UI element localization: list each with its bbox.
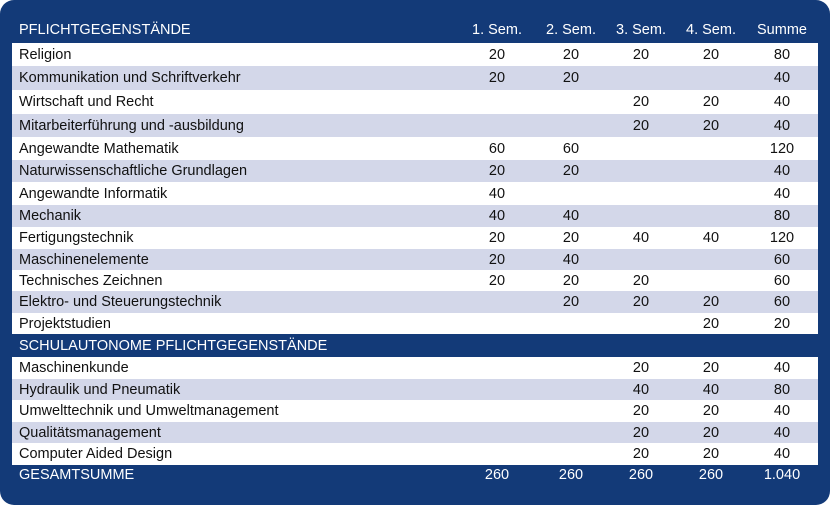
- semester-cell: 40: [488, 208, 506, 224]
- table-row: [12, 90, 818, 114]
- total-semester-cell: 260: [628, 467, 654, 483]
- table-row: [12, 291, 818, 313]
- sum-cell: 40: [773, 185, 791, 202]
- semester-cell: 20: [488, 251, 506, 268]
- table-row: [12, 66, 818, 90]
- sum-cell: 60: [773, 294, 791, 310]
- grand-total-cell: 1.040: [763, 467, 801, 483]
- total-row: [12, 465, 818, 485]
- sum-cell: 80: [773, 46, 791, 63]
- semester-cell: [606, 205, 676, 227]
- semester-cell: 20: [562, 70, 580, 86]
- sum-cell: 40: [773, 424, 791, 441]
- subject-name: Maschinenelemente: [19, 251, 149, 268]
- semester-cell: 40: [562, 208, 580, 224]
- table-row: [12, 422, 818, 443]
- subject-name: Elektro- und Steuerungstechnik: [19, 294, 222, 310]
- semester-cell: 40: [702, 381, 720, 398]
- column-header: 4. Sem.: [686, 22, 736, 38]
- section-title-compulsory: PFLICHTGEGENSTÄNDE: [19, 22, 191, 38]
- table-row: [12, 205, 818, 227]
- column-header: Summe: [757, 22, 807, 38]
- semester-cell: [676, 205, 746, 227]
- semester-cell: [606, 249, 676, 270]
- sum-cell: 40: [773, 446, 791, 462]
- semester-cell: 40: [488, 185, 506, 202]
- sum-cell: 40: [773, 360, 791, 376]
- semester-cell: 20: [702, 117, 720, 134]
- semester-cell: [536, 422, 606, 443]
- semester-cell: 20: [632, 294, 650, 310]
- subject-name: Umwelttechnik und Umweltmanagement: [19, 403, 279, 419]
- table-row: [12, 114, 818, 137]
- semester-cell: [676, 66, 746, 90]
- semester-cell: [458, 400, 536, 422]
- semester-cell: 20: [702, 46, 720, 63]
- semester-cell: [676, 270, 746, 291]
- table-row: [12, 400, 818, 422]
- semester-cell: [458, 357, 536, 379]
- semester-cell: [536, 114, 606, 137]
- sum-cell: 80: [773, 208, 791, 224]
- semester-cell: 20: [562, 272, 580, 289]
- semester-cell: [458, 443, 536, 465]
- total-label: GESAMTSUMME: [19, 467, 135, 483]
- subject-name: Mitarbeiterführung und -ausbildung: [19, 117, 244, 134]
- semester-cell: 40: [632, 381, 650, 398]
- semester-cell: 20: [488, 46, 506, 63]
- total-semester-cell: 260: [558, 467, 584, 483]
- semester-cell: 20: [632, 424, 650, 441]
- total-semester-cell: 260: [698, 467, 724, 483]
- semester-cell: 40: [702, 230, 720, 246]
- section-header-row: [12, 334, 818, 357]
- column-header: 2. Sem.: [546, 22, 596, 38]
- semester-cell: [606, 313, 676, 334]
- table-row: [12, 357, 818, 379]
- total-semester-cell: 260: [484, 467, 510, 483]
- semester-cell: [458, 379, 536, 400]
- semester-cell: 20: [702, 315, 720, 332]
- semester-cell: 20: [562, 46, 580, 63]
- table-row: [12, 379, 818, 400]
- table-row: [12, 182, 818, 205]
- table-row: [12, 443, 818, 465]
- semester-cell: 20: [488, 163, 506, 179]
- semester-cell: 40: [562, 251, 580, 268]
- table-row: [12, 160, 818, 182]
- column-header: 3. Sem.: [616, 22, 666, 38]
- sum-cell: 60: [773, 251, 791, 268]
- semester-cell: [676, 160, 746, 182]
- semester-cell: [606, 160, 676, 182]
- semester-cell: 20: [702, 424, 720, 441]
- semester-cell: 20: [702, 446, 720, 462]
- sum-cell: 120: [769, 230, 795, 246]
- semester-cell: [458, 90, 536, 114]
- semester-cell: 20: [632, 446, 650, 462]
- semester-cell: 20: [488, 230, 506, 246]
- semester-cell: 40: [632, 230, 650, 246]
- subject-name: Technisches Zeichnen: [19, 272, 163, 289]
- subject-name: Qualitätsmanagement: [19, 424, 161, 441]
- semester-cell: [606, 182, 676, 205]
- semester-cell: [676, 249, 746, 270]
- semester-cell: 20: [632, 403, 650, 419]
- semester-cell: 20: [632, 46, 650, 63]
- semester-cell: 20: [562, 230, 580, 246]
- semester-cell: 20: [488, 272, 506, 289]
- table-row: [12, 43, 818, 66]
- sum-cell: 40: [773, 403, 791, 419]
- semester-cell: [536, 400, 606, 422]
- semester-cell: [536, 182, 606, 205]
- semester-cell: [458, 114, 536, 137]
- header-row: [12, 17, 818, 43]
- semester-cell: [676, 137, 746, 160]
- semester-cell: 60: [562, 140, 580, 157]
- subject-name: Mechanik: [19, 208, 82, 224]
- section-title-autonomous: SCHULAUTONOME PFLICHTGEGENSTÄNDE: [19, 337, 328, 354]
- semester-cell: [458, 291, 536, 313]
- semester-cell: 20: [632, 94, 650, 110]
- semester-cell: [606, 66, 676, 90]
- subject-name: Naturwissenschaftliche Grundlagen: [19, 163, 248, 179]
- subject-name: Maschinenkunde: [19, 360, 129, 376]
- subject-name: Projektstudien: [19, 315, 111, 332]
- semester-cell: [458, 313, 536, 334]
- semester-cell: 20: [488, 70, 506, 86]
- subject-name: Religion: [19, 46, 72, 63]
- table-row: [12, 137, 818, 160]
- sum-cell: 80: [773, 381, 791, 398]
- column-header: 1. Sem.: [472, 22, 522, 38]
- sum-cell: 20: [773, 315, 791, 332]
- subject-name: Fertigungstechnik: [19, 230, 134, 246]
- sum-cell: 40: [773, 117, 791, 134]
- semester-cell: 20: [702, 403, 720, 419]
- subject-name: Angewandte Informatik: [19, 185, 168, 202]
- table-row: [12, 227, 818, 249]
- semester-cell: 20: [702, 294, 720, 310]
- semester-cell: 20: [632, 117, 650, 134]
- semester-cell: [536, 357, 606, 379]
- table-row: [12, 313, 818, 334]
- semester-cell: [606, 137, 676, 160]
- sum-cell: 60: [773, 272, 791, 289]
- semester-cell: 20: [632, 360, 650, 376]
- semester-cell: [458, 422, 536, 443]
- subject-name: Hydraulik und Pneumatik: [19, 381, 181, 398]
- table-row: [12, 249, 818, 270]
- semester-cell: 20: [562, 294, 580, 310]
- sum-cell: 40: [773, 70, 791, 86]
- subject-name: Kommunikation und Schriftverkehr: [19, 70, 241, 86]
- semester-cell: 20: [702, 360, 720, 376]
- subject-name: Computer Aided Design: [19, 446, 173, 462]
- semester-cell: 20: [632, 272, 650, 289]
- sum-cell: 120: [769, 140, 795, 157]
- subject-name: Wirtschaft und Recht: [19, 94, 154, 110]
- semester-cell: 20: [702, 94, 720, 110]
- curriculum-table: [12, 17, 818, 485]
- semester-cell: 60: [488, 140, 506, 157]
- subject-name: Angewandte Mathematik: [19, 140, 179, 157]
- semester-cell: [536, 379, 606, 400]
- sum-cell: 40: [773, 94, 791, 110]
- semester-cell: 20: [562, 163, 580, 179]
- semester-cell: [676, 182, 746, 205]
- table-row: [12, 270, 818, 291]
- semester-cell: [536, 443, 606, 465]
- semester-cell: [536, 90, 606, 114]
- sum-cell: 40: [773, 163, 791, 179]
- semester-cell: [536, 313, 606, 334]
